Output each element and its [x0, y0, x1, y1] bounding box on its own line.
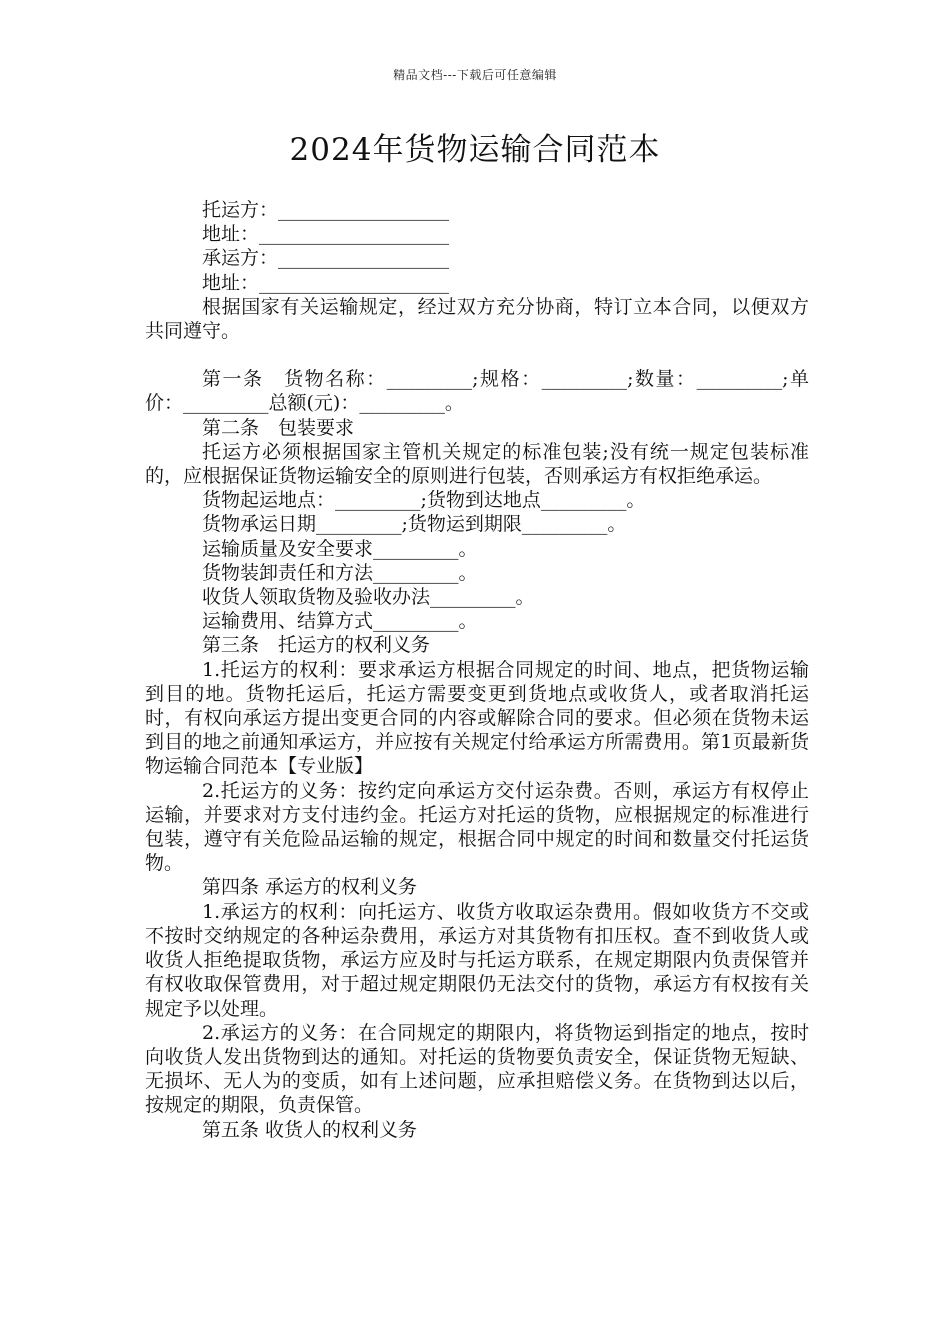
- article-4-heading: 第四条 承运方的权利义务: [202, 876, 418, 899]
- carrier-address-line: 地址：____________________: [202, 271, 450, 294]
- document-body: [145, 198, 809, 1142]
- article-1-goods: 第一条 货物名称：_________;规格：_________;数量：_________;单价：_________总额(元)：_________。: [145, 368, 809, 415]
- article-2-heading: 第二条 包装要求: [202, 416, 355, 439]
- consignor-rights: 1.托运方的权利：要求承运方根据合同规定的时间、地点，把货物运输到目的地。货物托运后，托运方需要变更到货地点或收货人，或者取消托运时，有权向承运方提出变更合同的内容或解除合同的要求。但必须在货物未运到目的地之前通知承运方，并应按有关规定付给承运方所需费用。第1页最新货物运输合同范本【专业版】: [145, 658, 809, 778]
- shipping-locations: 货物起运地点：_________;货物到达地点_________。: [202, 489, 646, 512]
- blank-line: [145, 343, 809, 367]
- consignor-obligations: 2.托运方的义务：按约定向承运方交付运杂费。否则，承运方有权停止运输，并要求对方支付违约金。托运方对托运的货物，应根据规定的标准进行包装，遵守有关危险品运输的规定，根据合同中规定的时间和数量交付托运货物。: [145, 779, 809, 875]
- intro-paragraph: 根据国家有关运输规定，经过双方充分协商，特订立本合同，以便双方共同遵守。: [145, 295, 809, 343]
- consignor-address-line: 地址：____________________: [202, 223, 450, 246]
- quality-safety: 运输质量及安全要求_________。: [202, 537, 478, 560]
- carrier-line: 承运方：__________________: [202, 247, 450, 270]
- page-header: 精品文档---下载后可任意编辑: [393, 68, 557, 82]
- article-3-heading: 第三条 托运方的权利义务: [202, 634, 431, 657]
- article-2-packaging: 托运方必须根据国家主管机关规定的标准包装;没有统一规定包装标准的，应根据保证货物运输安全的原则进行包装，否则承运方有权拒绝承运。: [145, 440, 809, 488]
- carrier-obligations: 2.承运方的义务：在合同规定的期限内，将货物运到指定的地点，按时向收货人发出货物到达的通知。对托运的货物要负责安全，保证货物无短缺、无损坏、无人为的变质，如有上述问题，应承担赔偿义务。在货物到达以后，按规定的期限，负责保管。: [145, 1021, 809, 1117]
- carrier-rights: 1.承运方的权利：向托运方、收货方收取运杂费用。假如收货方不交或不按时交纳规定的各种运杂费用，承运方对其货物有扣压权。查不到收货人或收货人拒绝提取货物，承运方应及时与托运方联系，在规定期限内负责保管并有权收取保管费用，对于超过规定期限仍无法交付的货物，承运方有权按有关规定予以处理。: [145, 900, 809, 1020]
- receipt-inspection: 收货人领取货物及验收办法_________。: [202, 586, 535, 609]
- loading-responsibility: 货物装卸责任和方法_________。: [202, 561, 478, 584]
- shipping-dates: 货物承运日期_________;货物运到期限_________。: [202, 513, 627, 536]
- fees-settlement: 运输费用、结算方式_________。: [202, 610, 478, 633]
- consignor-line: 托运方：__________________: [202, 199, 450, 221]
- document-title: 2024年货物运输合同范本: [289, 132, 661, 168]
- article-5-heading: 第五条 收货人的权利义务: [202, 1118, 418, 1141]
